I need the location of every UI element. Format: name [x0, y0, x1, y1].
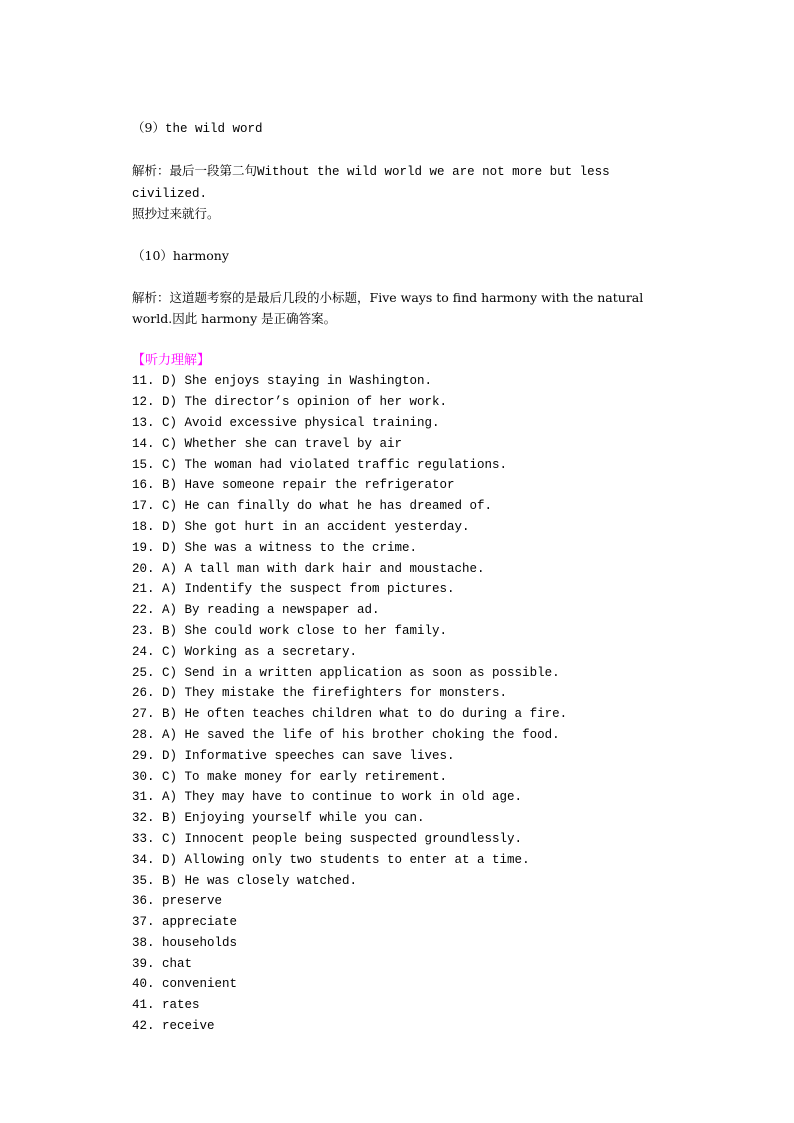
item-9-analysis-tail: 照抄过来就行。: [132, 206, 220, 222]
answer-item: 27. B) He often teaches children what to do during a fire.: [132, 707, 568, 722]
answer-item: 30. C) To make money for early retirement.: [132, 769, 448, 784]
answer-item: 16. B) Have someone repair the refrigerator: [132, 478, 455, 493]
answer-item: 42. receive: [132, 1019, 215, 1034]
answer-item: 40. convenient: [132, 977, 238, 992]
answer-item: 11. D) She enjoys staying in Washington.: [132, 374, 433, 389]
answer-item: 15. C) The woman had violated traffic regulations.: [132, 457, 508, 472]
answer-item: 13. C) Avoid excessive physical training.: [132, 415, 440, 430]
item-10-analysis-label: 解析：: [132, 289, 170, 305]
answer-item: 32. B) Enjoying yourself while you can.: [132, 811, 425, 826]
answer-item: 28. A) He saved the life of his brother choking the food.: [132, 727, 560, 742]
item-10-analysis-en2: world.: [132, 310, 173, 326]
answer-list: [132, 371, 692, 1037]
document-page: [132, 118, 692, 1037]
answer-item: 31. A) They may have to continue to work in old age.: [132, 790, 523, 805]
answer-item: 41. rates: [132, 998, 200, 1013]
answer-item: 17. C) He can finally do what he has dreamed of.: [132, 499, 493, 514]
answer-item: 24. C) Working as a secretary.: [132, 644, 358, 659]
item-9-label: （9）: [132, 120, 165, 135]
section-title-listening: 【听力理解】: [132, 352, 211, 368]
item-9-analysis: [132, 161, 692, 225]
answer-item: 29. D) Informative speeches can save lives.: [132, 748, 455, 763]
item-9-answer-text: the wild word: [164, 122, 263, 136]
answer-item: 26. D) They mistake the firefighters for monsters.: [132, 686, 508, 701]
item-9-answer: [132, 118, 692, 140]
answer-item: 19. D) She was a witness to the crime.: [132, 540, 418, 555]
item-10-analysis-en: Five ways to find harmony with the natural: [369, 289, 644, 305]
item-10-analysis-cn: 这道题考察的是最后几段的小标题，: [169, 289, 370, 305]
answer-item: 34. D) Allowing only two students to enter at a time.: [132, 852, 530, 867]
answer-item: 18. D) She got hurt in an accident yesterday.: [132, 519, 470, 534]
item-9-analysis-label: 解析：: [132, 162, 170, 178]
item-10-answer: [132, 246, 692, 267]
answer-item: 23. B) She could work close to her family.: [132, 623, 448, 638]
answer-item: 33. C) Innocent people being suspected groundlessly.: [132, 831, 523, 846]
item-10-label: （10）: [132, 248, 173, 264]
answer-item: 25. C) Send in a written application as soon as possible.: [132, 665, 560, 680]
answer-item: 37. appreciate: [132, 915, 238, 930]
answer-item: 38. households: [132, 935, 238, 950]
item-10-analysis: [132, 288, 692, 330]
item-9-analysis-en: Without the wild world we are not more but less civilized.: [132, 164, 618, 201]
answer-item: 12. D) The director’s opinion of her work.: [132, 395, 448, 410]
answer-item: 21. A) Indentify the suspect from pictures.: [132, 582, 455, 597]
item-10-answer-text: harmony: [172, 248, 229, 264]
answer-item: 36. preserve: [132, 894, 223, 909]
answer-item: 39. chat: [132, 956, 193, 971]
item-10-analysis-tail: 因此 harmony 是正确答案。: [172, 310, 337, 326]
answer-item: 20. A) A tall man with dark hair and moustache.: [132, 561, 485, 576]
item-9-analysis-cn: 最后一段第二句: [169, 162, 258, 178]
answer-item: 22. A) By reading a newspaper ad.: [132, 603, 380, 618]
answer-item: 35. B) He was closely watched.: [132, 873, 358, 888]
answer-item: 14. C) Whether she can travel by air: [132, 436, 403, 451]
